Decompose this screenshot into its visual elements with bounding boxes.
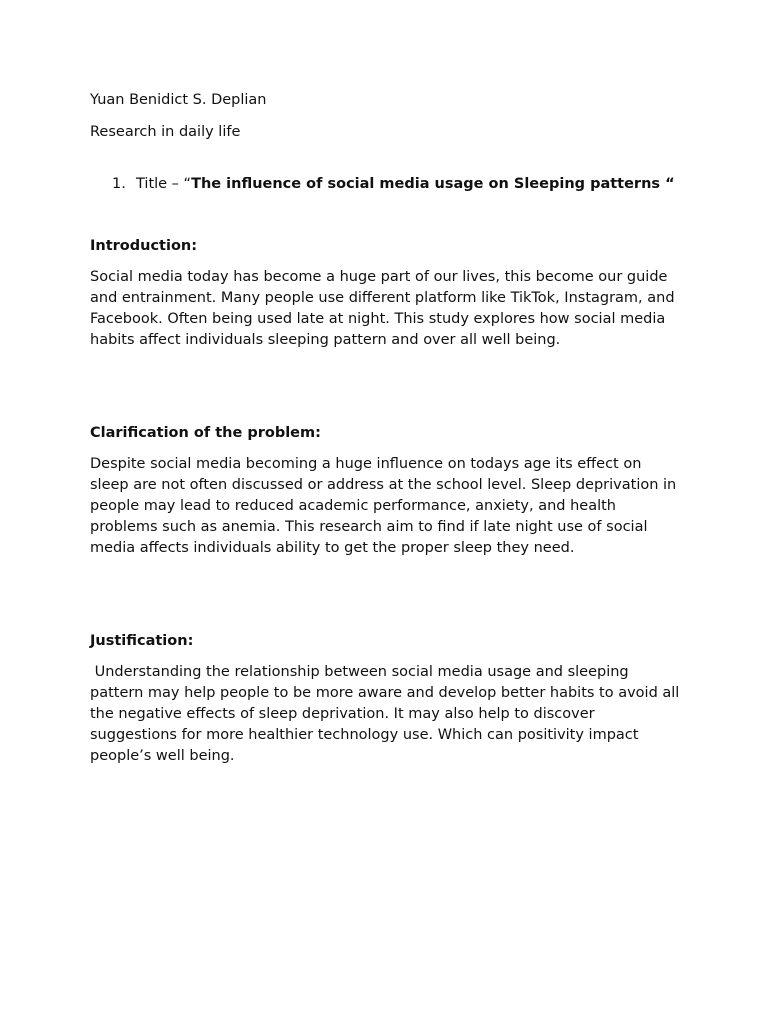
introduction-paragraph: Social media today has become a huge part of our lives, this become our guide and entrainment. Many people use different platform like TikTok, Instagram, and Facebook. Often being used late at night. This study explores how social media habits affect individuals sleeping pattern and over all well being. — [90, 269, 675, 348]
clarification-heading: Clarification of the problem: — [90, 425, 321, 441]
course-name: Research in daily life — [90, 124, 241, 140]
title-text: The influence of social media usage on Sleeping patterns “ — [191, 176, 675, 192]
document-page — [90, 90, 684, 767]
author-name: Yuan Benidict S. Deplian — [90, 92, 267, 108]
justification-paragraph: Understanding the relationship between social media usage and sleeping pattern may help people to be more aware and develop better habits to avoid all the negative effects of sleep deprivation. It may also help to discover suggestions for more healthier technology use. Which can positivity impact people’s well being. — [90, 664, 684, 764]
justification-heading: Justification: — [90, 633, 194, 649]
clarification-paragraph: Despite social media becoming a huge influence on todays age its effect on sleep are not often discussed or address at the school level. Sleep deprivation in people may lead to reduced academic performance, anxiety, and health problems such as anemia. This research aim to find if late night use of social media affects individuals ability to get the proper sleep they need. — [90, 456, 677, 556]
list-number: 1. — [112, 176, 126, 192]
title-prefix: Title – “ — [136, 176, 192, 192]
title-list-item — [90, 174, 680, 195]
introduction-heading: Introduction: — [90, 238, 198, 254]
research-title — [136, 174, 680, 195]
